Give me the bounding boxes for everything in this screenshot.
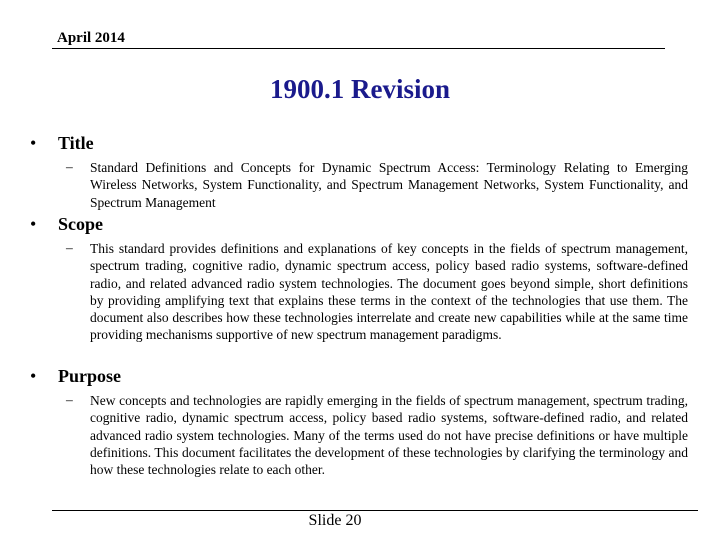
header-date: April 2014 <box>57 30 125 46</box>
bullet-row <box>30 214 690 236</box>
bullet-dot-icon: • <box>30 133 37 153</box>
slide-title: 1900.1 Revision <box>269 74 450 104</box>
bullet-row <box>30 366 690 388</box>
dash-icon: – <box>66 159 73 174</box>
dash-icon: – <box>66 392 73 407</box>
section-heading: Purpose <box>58 366 121 386</box>
bullet-row <box>30 133 690 155</box>
sub-bullet <box>30 392 690 478</box>
dash-icon: – <box>66 240 73 255</box>
bullet-dot-icon: • <box>30 366 37 386</box>
section-text: This standard provides definitions and explanations of key concepts in the fields of spectrum management, spectrum trading, cognitive radio, dynamic spectrum access, policy based radio systems, software-defined radio, and related advanced radio system technologies. The document goes beyond simple, short definitions by providing amplifying text that explains these terms in the context of the technologies that use them. The document also describes how these technologies interrelate and create new capabilities while at the same time providing mechanisms supportive of new spectrum management paradigms. <box>90 241 688 343</box>
section-scope <box>30 214 690 344</box>
slide-number: Slide 20 <box>308 512 362 529</box>
footer-divider <box>52 510 698 511</box>
section-text: New concepts and technologies are rapidly emerging in the fields of spectrum management, spectrum trading, cognitive radio, dynamic spectrum access, policy based radio systems, software-defined radio, and related advanced radio system technologies. Many of the terms used do not have precise definitions or have multiple definitions. This document facilitates the development of these technologies by clarifying the terminology and how these technologies relate to each other. <box>90 393 688 478</box>
section-text: Standard Definitions and Concepts for Dynamic Spectrum Access: Terminology Relating to Emerging Wireless Networks, System Functionality, and Spectrum Management Networks, System Functionality, and Spectrum Management <box>90 160 688 210</box>
section-title <box>30 133 690 211</box>
section-heading: Scope <box>58 214 103 234</box>
header-divider <box>52 48 665 49</box>
section-purpose <box>30 366 690 478</box>
section-heading: Title <box>58 133 94 153</box>
sub-bullet <box>30 240 690 344</box>
bullet-dot-icon: • <box>30 214 37 234</box>
sub-bullet <box>30 159 690 211</box>
footer <box>0 512 720 530</box>
